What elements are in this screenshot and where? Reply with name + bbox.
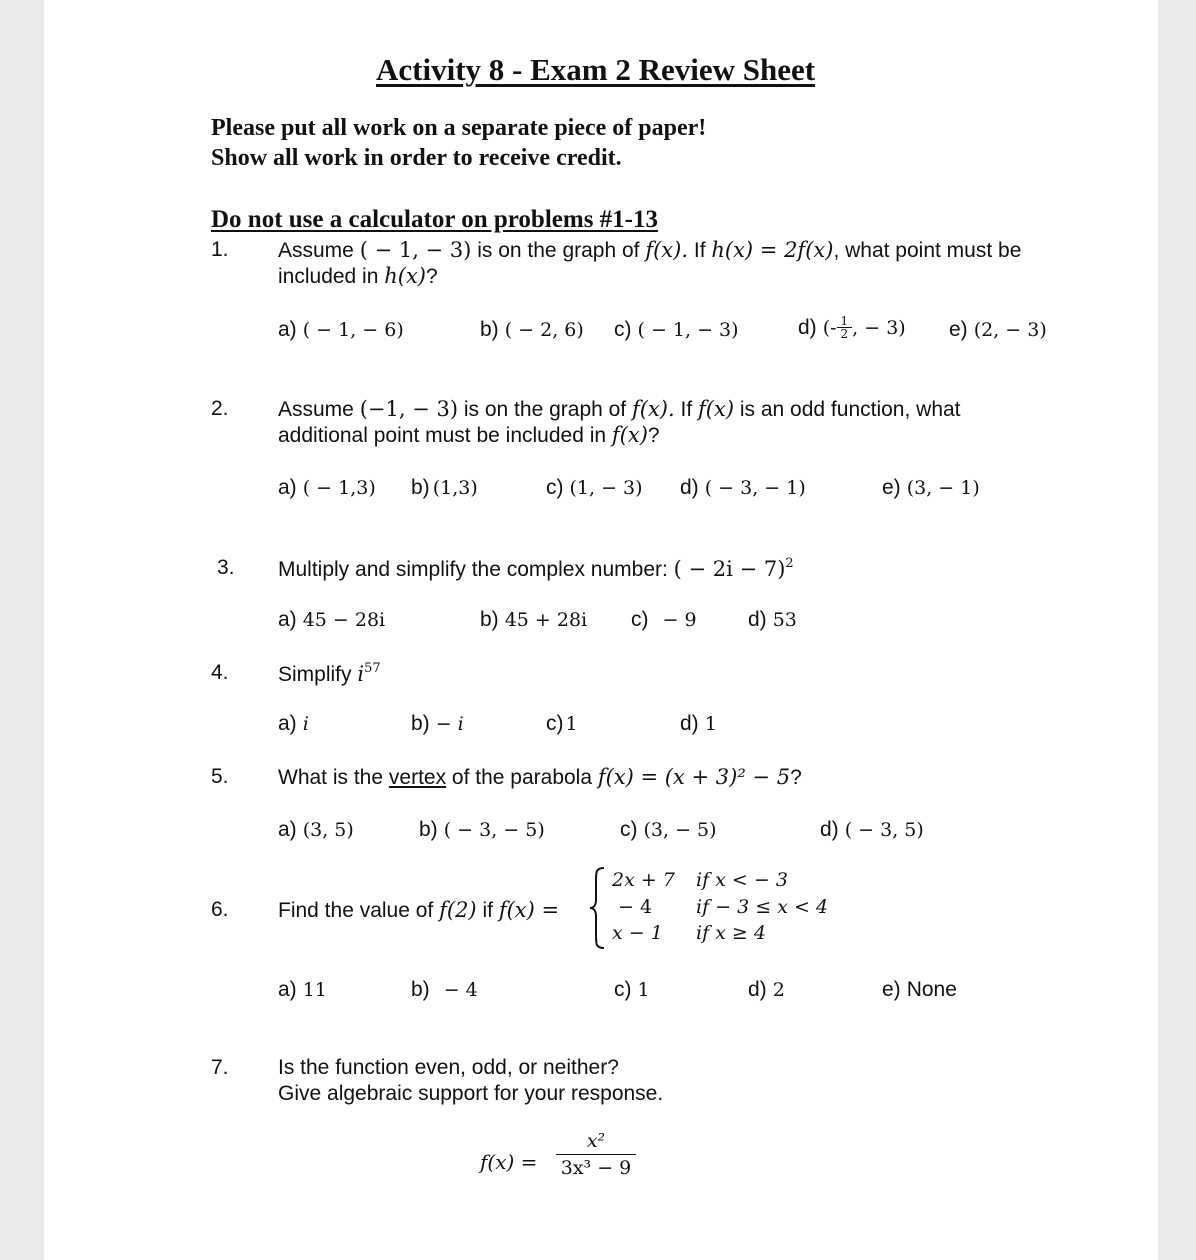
problem-7-line-1: Is the function even, odd, or neither?	[278, 1056, 619, 1079]
problem-1-option-d: d) (- $\frac{1}{2}$ , − 3)	[798, 313, 906, 341]
problem-1-option-e: e) (2, − 3)	[949, 318, 1047, 341]
piece-1-cond: if x < − 3	[696, 869, 788, 891]
problem-6-option-e: e) None	[882, 978, 957, 1001]
problem-3-option-d: d) 53	[748, 608, 797, 631]
problem-5-question: What is the vertex of the parabola f(x) = (x + 3)² − 5?	[278, 765, 802, 789]
problem-4-option-b: b) − i	[411, 712, 464, 735]
problem-3-number: 3.	[217, 556, 235, 579]
problem-6-option-d: d) 2	[748, 978, 785, 1001]
problem-4-number: 4.	[211, 661, 229, 684]
problem-2-line-1: Assume (−1, − 3) is on the graph of f(x). If f(x) is an odd function, what	[278, 397, 961, 421]
instruction-line-1: Please put all work on a separate piece of paper!	[211, 115, 707, 141]
problem-2-option-a: a) ( − 1,3)	[278, 476, 376, 499]
problem-2-option-b: b) (1,3)	[411, 476, 478, 499]
problem-2-option-c: c) (1, − 3)	[546, 476, 643, 499]
problem-7-number: 7.	[211, 1056, 229, 1079]
problem-3-question: Multiply and simplify the complex number: ( − 2i − 7)$^2$	[278, 556, 794, 581]
problem-7-line-2: Give algebraic support for your response.	[278, 1082, 664, 1105]
problem-5-option-a: a) (3, 5)	[278, 818, 354, 841]
problem-2-line-2: additional point must be included in f(x)?	[278, 423, 660, 447]
problem-5-option-d: d) ( − 3, 5)	[820, 818, 924, 841]
section-heading: Do not use a calculator on problems #1-13	[211, 206, 658, 233]
problem-6-number: 6.	[211, 898, 229, 921]
piece-2-expr: − 4	[618, 896, 653, 918]
problem-2-option-d: d) ( − 3, − 1)	[680, 476, 806, 499]
problem-5-option-b: b) ( − 3, − 5)	[419, 818, 545, 841]
piece-3-cond: if x ≥ 4	[696, 922, 766, 944]
problem-4-option-c: c) 1	[546, 712, 578, 735]
problem-4-option-a: a) i	[278, 712, 309, 735]
piece-3-expr: x − 1	[612, 922, 663, 944]
problem-2-option-e: e) (3, − 1)	[882, 476, 980, 499]
piece-1-expr: 2x + 7	[612, 869, 675, 891]
problem-1-option-a: a) ( − 1, − 6)	[278, 318, 404, 341]
fraction-numerator: x²	[556, 1130, 636, 1155]
instruction-line-2: Show all work in order to receive credit.	[211, 145, 622, 171]
problem-6-option-a: a) 11	[278, 978, 327, 1001]
page-title: Activity 8 - Exam 2 Review Sheet	[376, 52, 816, 87]
problem-3-option-b: b) 45 + 28i	[480, 608, 588, 631]
problem-6-question: Find the value of f(2) if f(x) =	[278, 898, 560, 922]
problem-7-function-lhs: f(x) =	[480, 1150, 538, 1174]
problem-5-option-c: c) (3, − 5)	[620, 818, 717, 841]
problem-1-option-b: b) ( − 2, 6)	[480, 318, 584, 341]
problem-5-number: 5.	[211, 765, 229, 788]
fraction-denominator: 3x³ − 9	[560, 1157, 632, 1179]
problem-3-option-c: c) − 9	[631, 608, 697, 631]
problem-4-option-d: d) 1	[680, 712, 717, 735]
problem-2-number: 2.	[211, 397, 229, 420]
problem-1-line-1: Assume ( − 1, − 3) is on the graph of f(x). If h(x) = 2f(x), what point must be	[278, 238, 1022, 262]
problem-7-fraction	[556, 1130, 636, 1179]
problem-4-question: Simplify $i^{57}$	[278, 661, 381, 686]
piecewise-brace	[588, 866, 606, 950]
problem-1-number: 1.	[211, 238, 229, 261]
problem-3-option-a: a) 45 − 28i	[278, 608, 386, 631]
problem-1-line-2: included in h(x)?	[278, 264, 438, 288]
problem-1-option-c: c) ( − 1, − 3)	[614, 318, 739, 341]
problem-6-option-c: c) 1	[614, 978, 650, 1001]
problem-6-option-b: b) − 4	[411, 978, 478, 1001]
piece-2-cond: if − 3 ≤ x < 4	[696, 896, 828, 918]
